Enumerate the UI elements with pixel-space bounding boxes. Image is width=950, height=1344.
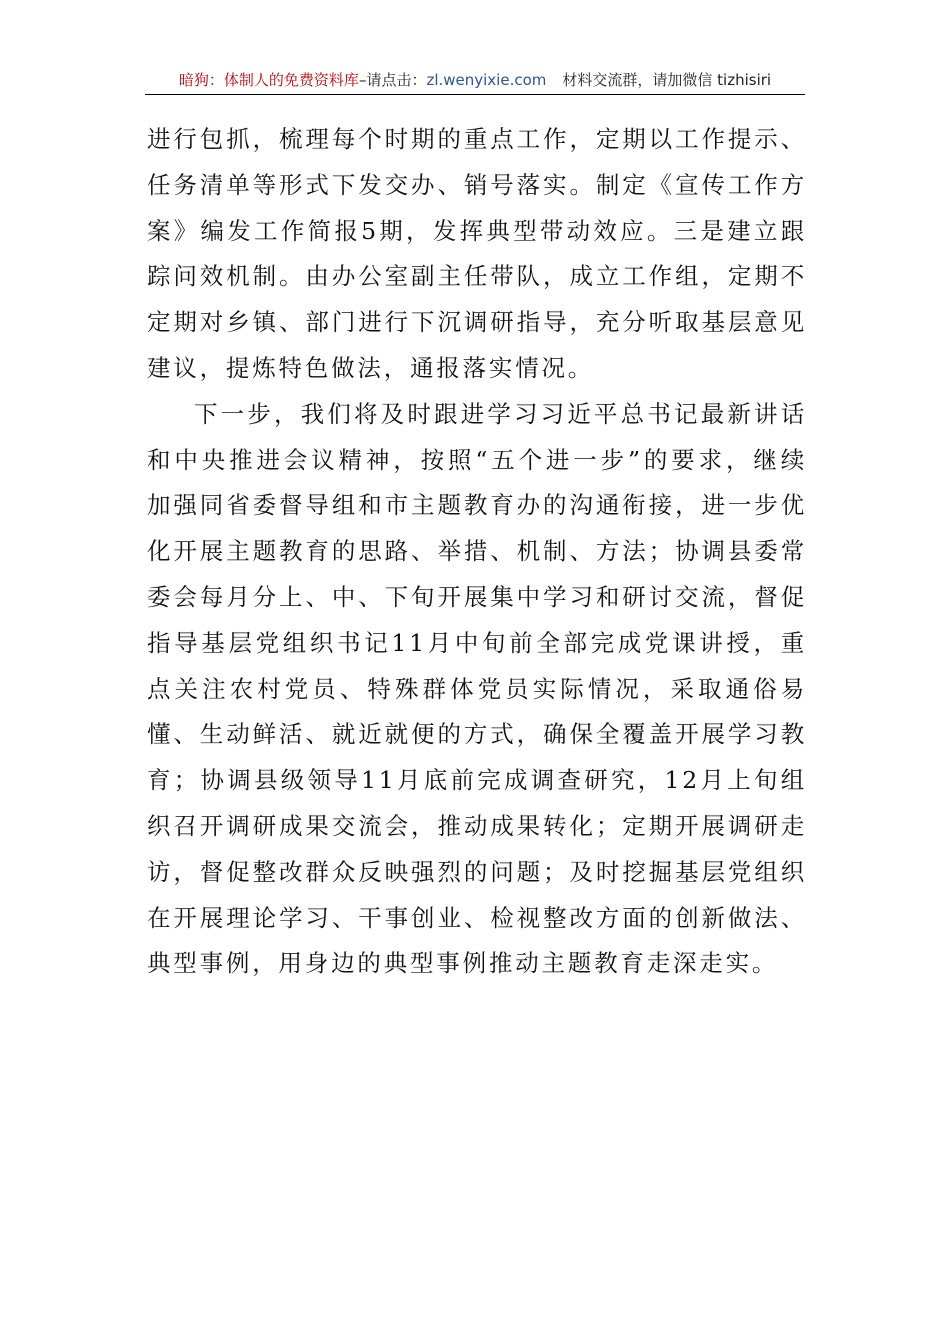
header-link-prefix: –请点击： <box>358 71 427 89</box>
page-header <box>145 66 805 95</box>
document-body <box>147 117 807 987</box>
body-paragraph-2: 下一步，我们将及时跟进学习习近平总书记最新讲话和中央推进会议精神，按照“五个进一步”的要求，继续加强同省委督导组和市主题教育办的沟通衔接，进一步优化开展主题教育的思路、举措、机制、方法；协调县委常委会每月分上、中、下旬开展集中学习和研讨交流，督促指导基层党组织书记11月中旬前全部完成党课讲授，重点关注农村党员、特殊群体党员实际情况，采取通俗易懂、生动鲜活、就近就便的方式，确保全覆盖开展学习教育；协调县级领导11月底前完成调查研究，12月上旬组织召开调研成果交流会，推动成果转化；定期开展调研走访，督促整改群众反映强烈的问题；及时挖掘基层党组织在开展理论学习、干事创业、检视整改方面的创新做法、典型事例，用身边的典型事例推动主题教育走深走实。 <box>147 399 807 978</box>
header-contact-text: 材料交流群，请加微信 tizhisiri <box>562 71 772 89</box>
header-url-link[interactable]: zl.wenyixie.com <box>426 71 547 89</box>
body-paragraph-1: 进行包抓，梳理每个时期的重点工作，定期以工作提示、任务清单等形式下发交办、销号落实。制定《宣传工作方案》编发工作简报5期，发挥典型带动效应。三是建立跟踪问效机制。由办公室副主任带队，成立工作组，定期不定期对乡镇、部门进行下沉调研指导，充分听取基层意见建议，提炼特色做法，通报落实情况。 <box>147 125 807 382</box>
header-brand: 暗狗：体制人的免费资料库 <box>178 71 359 89</box>
